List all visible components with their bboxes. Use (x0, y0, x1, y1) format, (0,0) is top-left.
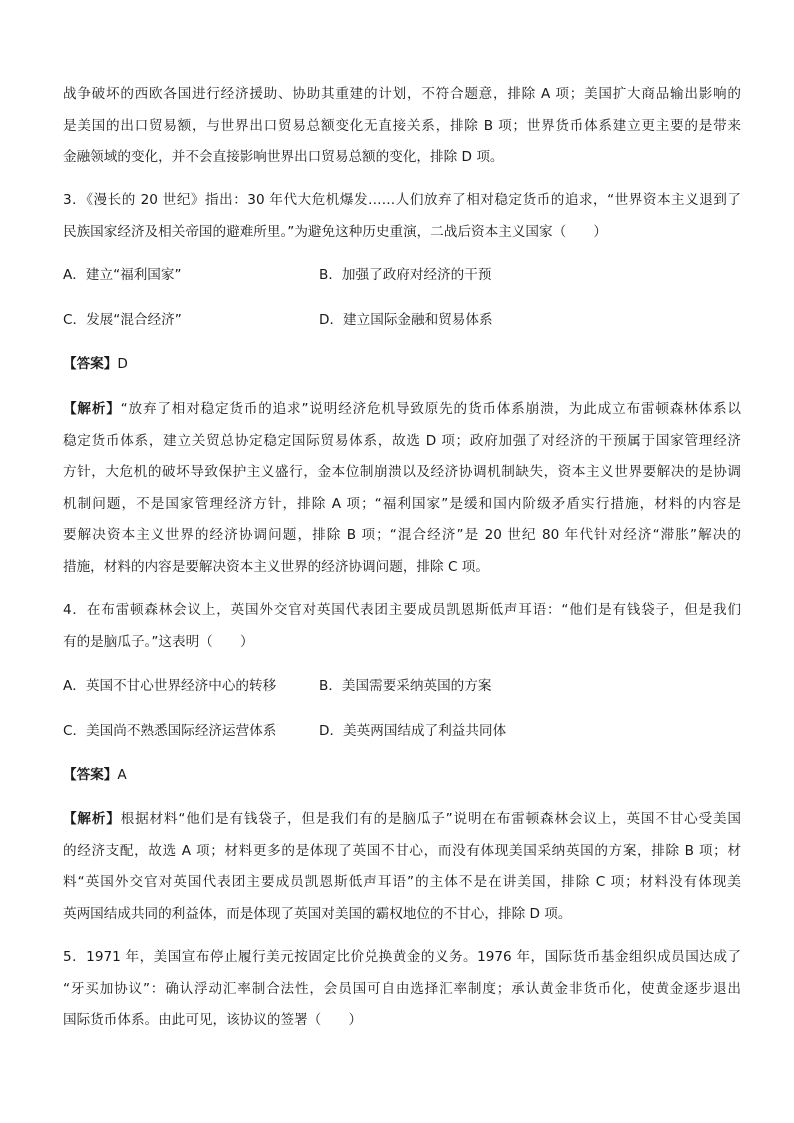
analysis-line: 方针，大危机的破坏导致保护主义盛行，金本位制崩溃以及经济协调机制缺失，资本主义世界要解决的是协调 (63, 464, 741, 481)
question-line: “牙买加协议”：确认浮动汇率制合法性，会员国可自由选择汇率制度；承认黄金非货币化，使黄金逐步退出 (63, 980, 741, 997)
answer-value: D (117, 356, 128, 372)
question-4-stem (63, 595, 741, 658)
answer-tag: 【答案】 (63, 356, 118, 372)
paragraph-line: 金融领域的变化，并不会直接影响世界出口贸易总额的变化，排除 D 项。 (63, 149, 504, 166)
question-line: 3．《漫长的 20 世纪》指出：30 年代大危机爆发……人们放弃了相对稳定货币的追求，“世界资本主义退到了 (63, 192, 741, 208)
option-a: A．建立“福利国家” (63, 267, 182, 283)
question-4-options-row-1 (63, 674, 753, 698)
question-3-options-row-1 (63, 263, 753, 287)
analysis-line (63, 394, 741, 426)
question-line: 有的是脑瓜子。”这表明（ ） (63, 633, 254, 650)
analysis-tag: 【解析】 (63, 401, 121, 417)
question-line: 4．在布雷顿森林会议上，英国外交官对英国代表团主要成员凯恩斯低声耳语：“他们是有钱袋子，但是我们 (63, 602, 741, 618)
option-d: D．美英两国结成了利益共同体 (319, 723, 507, 739)
analysis-tag: 【解析】 (63, 811, 121, 827)
option-a: A．英国不甘心世界经济中心的转移 (63, 678, 277, 694)
question-4-options-row-2 (63, 719, 753, 743)
analysis-line: 稳定货币体系，建立关贸总协定稳定国际贸易体系，故选 D 项；政府加强了对经济的干预属于国家管理经济 (63, 432, 741, 449)
answer-value: A (117, 767, 127, 783)
analysis-line: 英两国结成共同的利益体，而是体现了英国对美国的霸权地位的不甘心，排除 D 项。 (63, 905, 572, 922)
analysis-line: 要解决资本主义世界的经济协调问题，排除 B 项；“混合经济”是 20 世纪 80 年代针对经济“滞胀”解决的 (63, 527, 741, 544)
option-b: B．加强了政府对经济的干预 (319, 267, 492, 283)
question-4-analysis (63, 804, 741, 930)
question-line: 民族国家经济及相关帝国的避难所里。”为避免这种历史重演，二战后资本主义国家（ ） (63, 223, 607, 240)
analysis-line: 的经济支配，故选 A 项；材料更多的是体现了英国不甘心，而没有体现美国采纳英国的方案，排除 B 项；材 (63, 842, 741, 859)
question-3-answer (63, 352, 128, 376)
analysis-line: 措施，材料的内容是要解决资本主义世界的经济协调问题，排除 C 项。 (63, 558, 489, 575)
option-d: D．建立国际金融和贸易体系 (319, 312, 493, 328)
question-3-options-row-2 (63, 308, 753, 332)
analysis-line: 料“英国外交官对英国代表团主要成员凯恩斯低声耳语”的主体不是在讲美国，排除 C 项；材料没有体现美 (63, 874, 741, 891)
paragraph-line: 是美国的出口贸易额，与世界出口贸易总额变化无直接关系，排除 B 项；世界货币体系建立更主要的是带来 (63, 117, 741, 134)
question-5-stem (63, 942, 741, 1037)
option-b: B．美国需要采纳英国的方案 (319, 678, 492, 694)
analysis-line (63, 804, 741, 836)
analysis-text: “放弃了相对稳定货币的追求”说明经济危机导致原先的货币体系崩溃，为此成立布雷顿森林体系以 (120, 401, 741, 417)
option-c: C．发展“混合经济” (63, 312, 182, 328)
question-line: 5．1971 年，美国宣布停止履行美元按固定比价兑换黄金的义务。1976 年，国际货币基金组织成员国达成了 (63, 949, 741, 965)
question-line: 国际货币体系。由此可见，该协议的签署（ ） (63, 1012, 363, 1029)
option-c: C．美国尚不熟悉国际经济运营体系 (63, 723, 277, 739)
question-3-stem (63, 185, 741, 248)
question-3-analysis (63, 394, 741, 584)
question-4-answer (63, 763, 127, 787)
intro-paragraph (63, 79, 741, 174)
answer-tag: 【答案】 (63, 767, 118, 783)
analysis-line: 机制问题，不是国家管理经济方针，排除 A 项；“福利国家”是缓和国内阶级矛盾实行措施，材料的内容是 (63, 495, 741, 512)
paragraph-line: 战争破坏的西欧各国进行经济援助、协助其重建的计划，不符合题意，排除 A 项；美国扩大商品输出影响的 (63, 86, 741, 102)
analysis-text: 根据材料“他们是有钱袋子，但是我们有的是脑瓜子”说明在布雷顿森林会议上，英国不甘心受美国 (120, 811, 741, 827)
